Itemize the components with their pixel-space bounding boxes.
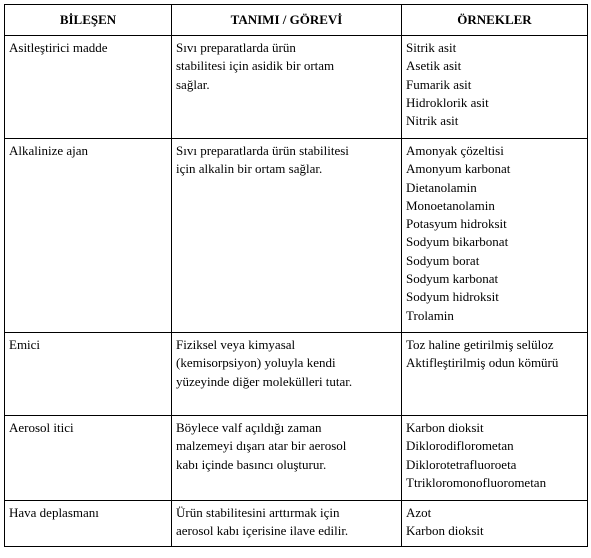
definition-text [0, 0, 1, 1]
definition-line: yüzeyinde diğer molekülleri tutar. [176, 373, 353, 389]
example-item: Amonyak çözeltisi [406, 143, 504, 158]
example-item: Sodyum hidroksit [406, 289, 499, 305]
example-item: Potasyum hidroksit [406, 216, 507, 232]
example-item: Sodyum karbonat [406, 271, 499, 287]
definition-cell [172, 416, 402, 501]
definition-line: Böylece valf açıldığı zaman [176, 420, 322, 435]
examples-cell [402, 501, 588, 547]
examples-cell [402, 333, 588, 416]
example-item: Ttrikloromonofluorometan [406, 474, 547, 490]
definition-line: Sıvı preparatlarda ürün stabilitesi [176, 143, 349, 158]
examples-cell [402, 139, 588, 333]
header-definition: TANIMI / GÖREVİ [172, 5, 402, 36]
example-item: Amonyum karbonat [406, 161, 511, 177]
example-item: Monoetanolamin [406, 197, 495, 213]
table-row [5, 416, 588, 501]
example-item: Karbon dioksit [406, 420, 484, 435]
example-item: Sodyum borat [406, 252, 480, 268]
definition-line: stabilitesi için asidik bir ortam [176, 58, 335, 74]
definition-line: aerosol kabı içerisine ilave edilir. [176, 523, 349, 539]
definition-fulltext [0, 0, 1, 1]
example-item: Asetik asit [406, 58, 462, 74]
example-item: Karbon dioksit [406, 523, 484, 539]
example-item: Aktifleştirilmiş odun kömürü [406, 355, 559, 371]
component-cell: Alkalinize ajan [5, 139, 172, 333]
example-item: Azot [406, 505, 432, 520]
example-item: Fumarik asit [406, 76, 472, 92]
component-cell: Aerosol itici [5, 416, 172, 501]
definition-line: kabı içinde basıncı oluşturur. [176, 456, 327, 472]
definition-cell [172, 501, 402, 547]
table-row [5, 333, 588, 416]
table-row [5, 139, 588, 333]
examples-cell [402, 36, 588, 139]
definition-cell [172, 333, 402, 416]
component-cell: Emici [5, 333, 172, 416]
example-item: Nitrik asit [406, 113, 459, 129]
component-cell: Hava deplasmanı [5, 501, 172, 547]
header-examples: ÖRNEKLER [402, 5, 588, 36]
example-item: Toz haline getirilmiş selüloz [406, 337, 554, 352]
definition-line: malzemeyi dışarı atar bir aerosol [176, 438, 347, 454]
definition-cell [172, 36, 402, 139]
definition-line: (kemisorpsiyon) yoluyla kendi [176, 355, 336, 371]
header-component: BİLEŞEN [5, 5, 172, 36]
examples-cell [402, 416, 588, 501]
example-item: Hidroklorik asit [406, 94, 489, 110]
definition-cell [172, 139, 402, 333]
example-item: Diklorodiflorometan [406, 438, 514, 454]
header-row [5, 5, 588, 36]
example-item: Sitrik asit [406, 40, 457, 55]
table-row [5, 36, 588, 139]
definition-line: Ürün stabilitesini arttırmak için [176, 505, 340, 520]
example-item: Sodyum bikarbonat [406, 234, 509, 250]
example-item: Trolamin [406, 307, 454, 323]
example-item: Diklorotetrafluoroeta [406, 456, 517, 472]
component-cell: Asitleştirici madde [5, 36, 172, 139]
definition-line: sağlar. [176, 76, 210, 92]
example-item: Dietanolamin [406, 179, 477, 195]
components-table [4, 4, 588, 547]
definition-line: Fiziksel veya kimyasal [176, 337, 296, 352]
definition-line: için alkalin bir ortam sağlar. [176, 161, 323, 177]
definition-line: Sıvı preparatlarda ürün [176, 40, 296, 55]
table-row [5, 501, 588, 547]
